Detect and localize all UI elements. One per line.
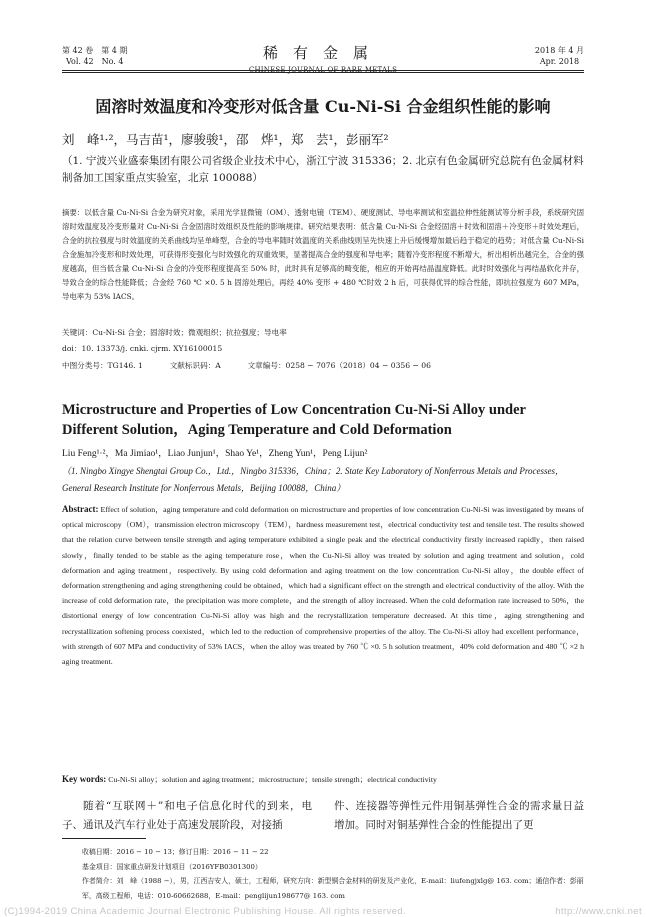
received-date: 收稿日期：2016 − 10 − 13；修订日期：2016 − 11 − 22 — [82, 848, 269, 856]
abstract-text: Effect of solution，aging temperature and cold deformation on microstructure and properties of low concentration Cu-Ni-Si was investigated by means of optical microscopy（OM），transmission electron microscopy（TEM），hardness measurement test，electrical conductivity test and tensile test. The results showed that the relation curve between tensile strength and aging temperature exhibited a single peak and the electrical conductivity firstly increased rapidly，then raised slowly，finally tended to be stable as the aging temperature rose，when the Cu-Ni-Si alloy was treated by solution and aging treatment and solution，cold deformation and aging treatment，respectively. By using cold deformation and aging treatment on the low concentration Cu-Ni-Si alloy，the double effect of deformation strengthening and aging strengthening could be obtained，which had a significant effect on the strength and electrical conductivity of the alloy. With the increase of cold deformation rate，the precipitation was more complete，and the strength of alloy increased. When the cold deformation rate increased to 50%，the distortional energy of low concentration Cu-Ni-Si alloy was high and the recrystallization temperature decreased. At this time，aging strengthening and recrystallization softening process coexisted，which led to the reduction of comprehensive properties of the alloy. The Cu-Ni-Si alloy had excellent performance，with strength of 607 MPa and conductivity of 53% IACS，when the alloy was treated by 760 ℃ ×0. 5 h solution treatment，40% cold deformation and 480 ℃ ×2 h aging treatment. — [62, 505, 584, 667]
abstract-en — [62, 502, 584, 669]
document-code: 文献标识码：A — [169, 361, 221, 370]
copyright-text: (C)1994-2019 China Academic Journal Electronic Publishing House. All rights reserved. — [4, 906, 407, 917]
paper-title-en: Microstructure and Properties of Low Concentration Cu-Ni-Si Alloy under Different Solution，Aging Temperature and Cold Deformation — [62, 402, 526, 438]
keywords-text: Cu-Ni-Si alloy；solution and aging treatment；microstructure；tensile strength；electrical conductivity — [108, 775, 437, 784]
volume-cn: 第 42 卷 第 4 期 — [62, 46, 128, 55]
abstract-cn: 摘要：以低含量 Cu-Ni-Si 合金为研究对象，采用光学显微镜（OM）、透射电镜（TEM）、硬度测试、导电率测试和室温拉伸性能测试等分析手段，系统研究固溶时效温度及冷变形量对 Cu-Ni-Si 合金固溶时效组织及性能的影响规律。研究结果表明：低含量 Cu-Ni-Si 合金经固溶＋时效和固溶＋冷变形＋时效处理后，合金的抗拉强度与时效温度的关系曲线均呈单峰型，合金的导电率随时效温度的关系曲线则呈先快速上升后缓慢增加最后趋于稳定的趋势；对低含量 Cu-Ni-Si 合金施加冷变形和时效处理，可获得形变强化与时效强化的双重效果，显著提高合金的强度和导电率；随着冷变形程度不断增大，析出相析出越完全，合金的强度越高，但当低含量 Cu-Ni-Si 合金的冷变形程度提高至 50% 时，此时具有足够高的畸变能，相应的开始再结晶温度降低。此时时效强化与再结晶软化并存，导致合金的综合性能降低；合金经 760 ℃ ×0. 5 h 固溶处理后，再经 40% 变形 + 480 ℃时效 2 h 后，可获得优异的综合性能，即抗拉强度为 607 MPa，导电率为 53% IACS。 — [62, 208, 584, 301]
paper-title-cn: 固溶时效温度和冷变形对低含量 Cu-Ni-Si 合金组织性能的影响 — [95, 97, 551, 116]
journal-name-cn: 稀有金属 — [262, 44, 383, 62]
authors-en: Liu Feng¹·²，Ma Jimiao¹，Liao Junjun¹，Shao Ye¹，Zheng Yun¹，Peng Lijun² — [62, 449, 368, 459]
affiliation-en: （1. Ningbo Xingye Shengtai Group Co.，Ltd.，Ningbo 315336，China；2. State Key Laboratory of Nonferrous Metals and Processes，General Research Institute for Nonferrous Metals，Beijing 100088，China） — [62, 466, 564, 493]
header-rule-thin — [62, 72, 584, 73]
header-rule — [62, 70, 584, 71]
date-en: Apr. 2018 — [539, 57, 580, 66]
article-number: 文章编号：0258 − 7076（2018）04 − 0356 − 06 — [247, 361, 431, 370]
class-number: 中图分类号：TG146. 1 — [62, 361, 143, 370]
fund-project: 基金项目：国家重点研发计划项目（2016YFB0301300） — [82, 862, 262, 871]
keywords-en — [62, 774, 584, 785]
footnotes — [82, 845, 584, 903]
cnki-url[interactable]: http://www.cnki.net — [555, 906, 642, 917]
publication-date — [535, 45, 584, 67]
copyright-footer — [4, 906, 642, 917]
date-cn: 2018 年 4 月 — [534, 46, 584, 55]
authors-cn: 刘 峰¹·²，马吉苗¹，廖骏骏¹，邵 烨¹，郑 芸¹，彭丽军² — [62, 132, 389, 147]
keywords-cn: 关键词：Cu-Ni-Si 合金；固溶时效；微观组织；抗拉强度；导电率 — [62, 328, 287, 337]
volume-en: Vol. 42 No. 4 — [65, 57, 124, 66]
footnote-rule — [62, 838, 146, 839]
author-bio: 作者简介：刘 峰（1988 −），男，江西吉安人，硕士，工程师，研究方向：新型铜合金材料的研发及产业化，E-mail：liufengjxlg@ 163. com；通信作者：彭丽军，高级工程师，电话：010-60662688，E-mail：penglijun198677@ 163. com — [82, 877, 584, 900]
body-text-right: 件、连接器等弹性元件用铜基弹性合金的需求量日益增加。同时对铜基弹性合金的性能提出了更 — [334, 800, 584, 831]
body-text-left: 随着“互联网＋”和电子信息化时代的到来，电子、通讯及汽车行业处于高速发展阶段，对接插 — [62, 800, 312, 831]
abstract-label: Abstract: — [62, 504, 99, 514]
classification-line — [62, 358, 584, 374]
journal-name-en: CHINESE JOURNAL OF RARE METALS — [248, 66, 398, 74]
keywords-label: Key words: — [62, 774, 107, 784]
affiliation-cn: （1. 宁波兴业盛泰集团有限公司省级企业技术中心，浙江宁波 315336；2. 北京有色金属研究总院有色金属材料制备加工国家重点实验室，北京 100088） — [62, 155, 584, 184]
doi: doi：10. 13373/j. cnki. cjrm. XY16100015 — [62, 344, 223, 353]
